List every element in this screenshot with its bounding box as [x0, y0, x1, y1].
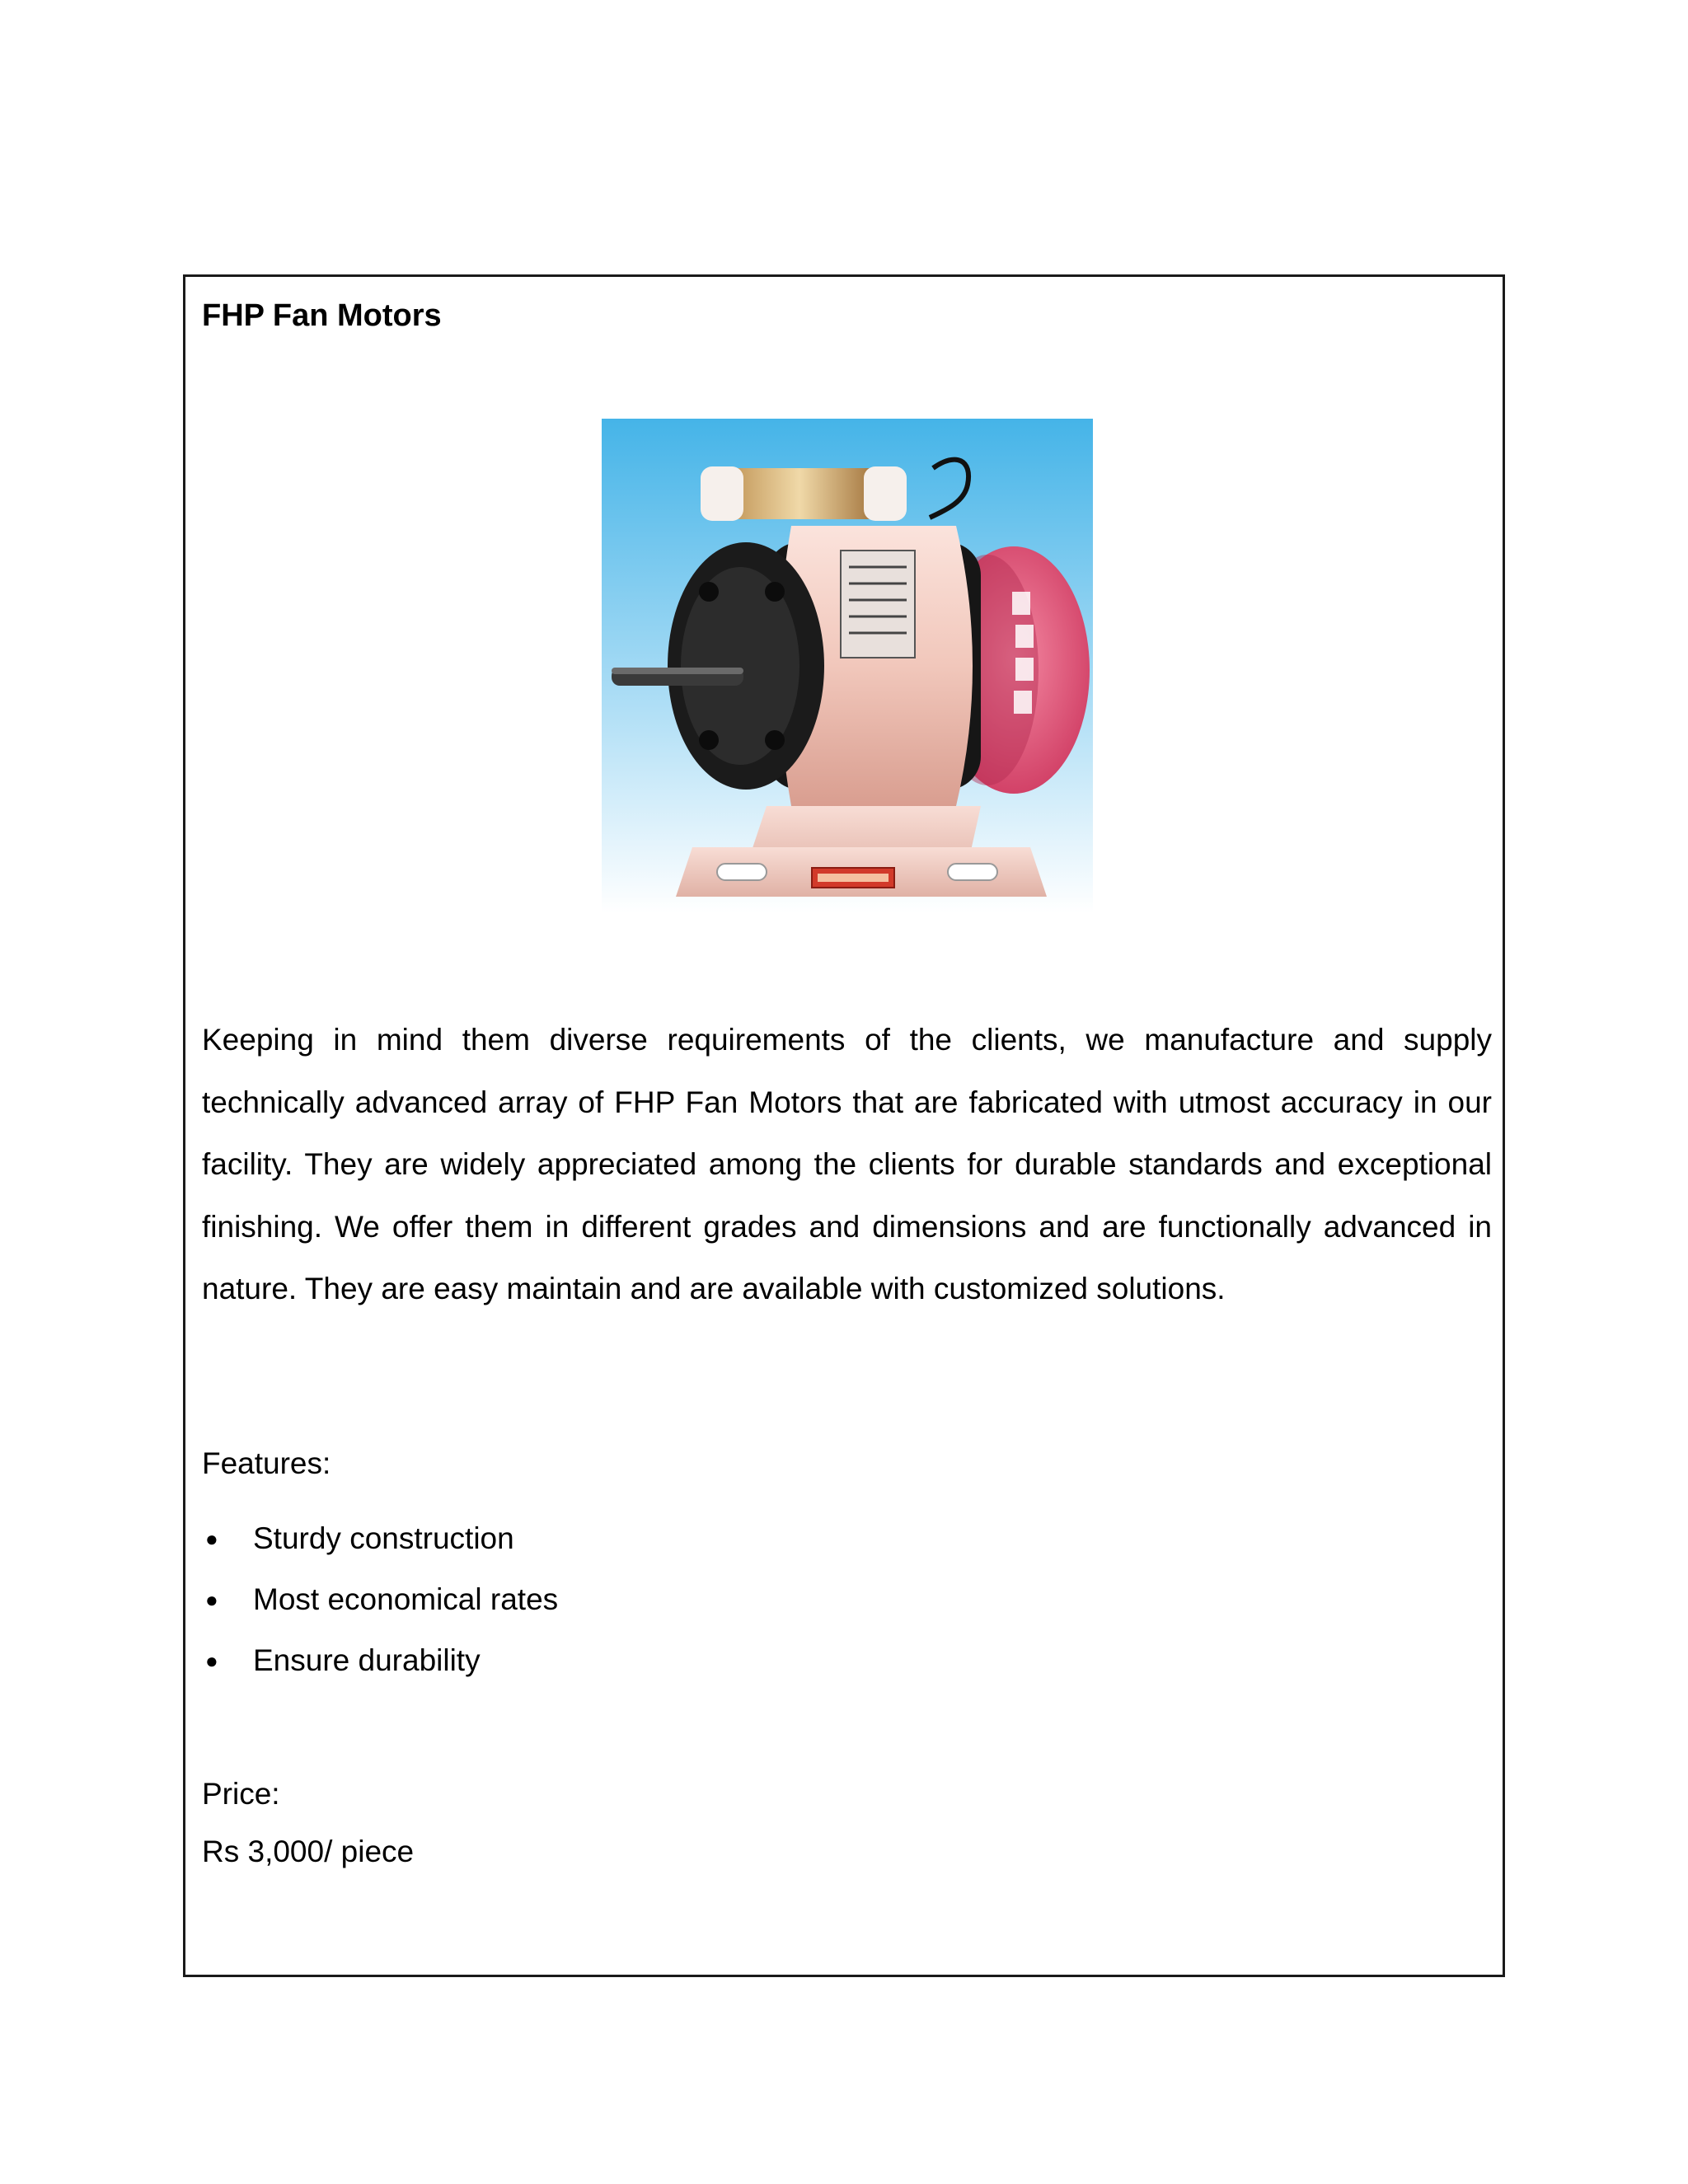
- feature-label: Most economical rates: [253, 1582, 559, 1616]
- features-list: [202, 1508, 558, 1691]
- price-label: Price:: [202, 1777, 280, 1811]
- bullet-icon: ●: [205, 1526, 218, 1551]
- features-heading: Features:: [202, 1446, 331, 1480]
- price-value: Rs 3,000/ piece: [202, 1835, 415, 1868]
- bullet-icon: ●: [205, 1587, 218, 1612]
- feature-label: Sturdy construction: [253, 1521, 514, 1555]
- product-title: FHP Fan Motors: [202, 298, 442, 333]
- product-card: [183, 274, 1505, 1977]
- product-description: Keeping in mind them diverse requirements of the clients, we manufacture and supply technically advanced array of FHP Fan Motors that are fabricated with utmost accuracy in our facility. They are widely appreciated among the clients for durable standards and exceptional finishing. We offer them in different grades and dimensions and are functionally advanced in nature. They are easy maintain and are available with customized solutions.: [202, 1023, 1492, 1305]
- list-item: [202, 1630, 558, 1691]
- product-photo: [602, 419, 1093, 913]
- feature-label: Ensure durability: [253, 1643, 481, 1677]
- list-item: [202, 1508, 558, 1569]
- bullet-icon: ●: [205, 1648, 218, 1673]
- list-item: [202, 1569, 558, 1630]
